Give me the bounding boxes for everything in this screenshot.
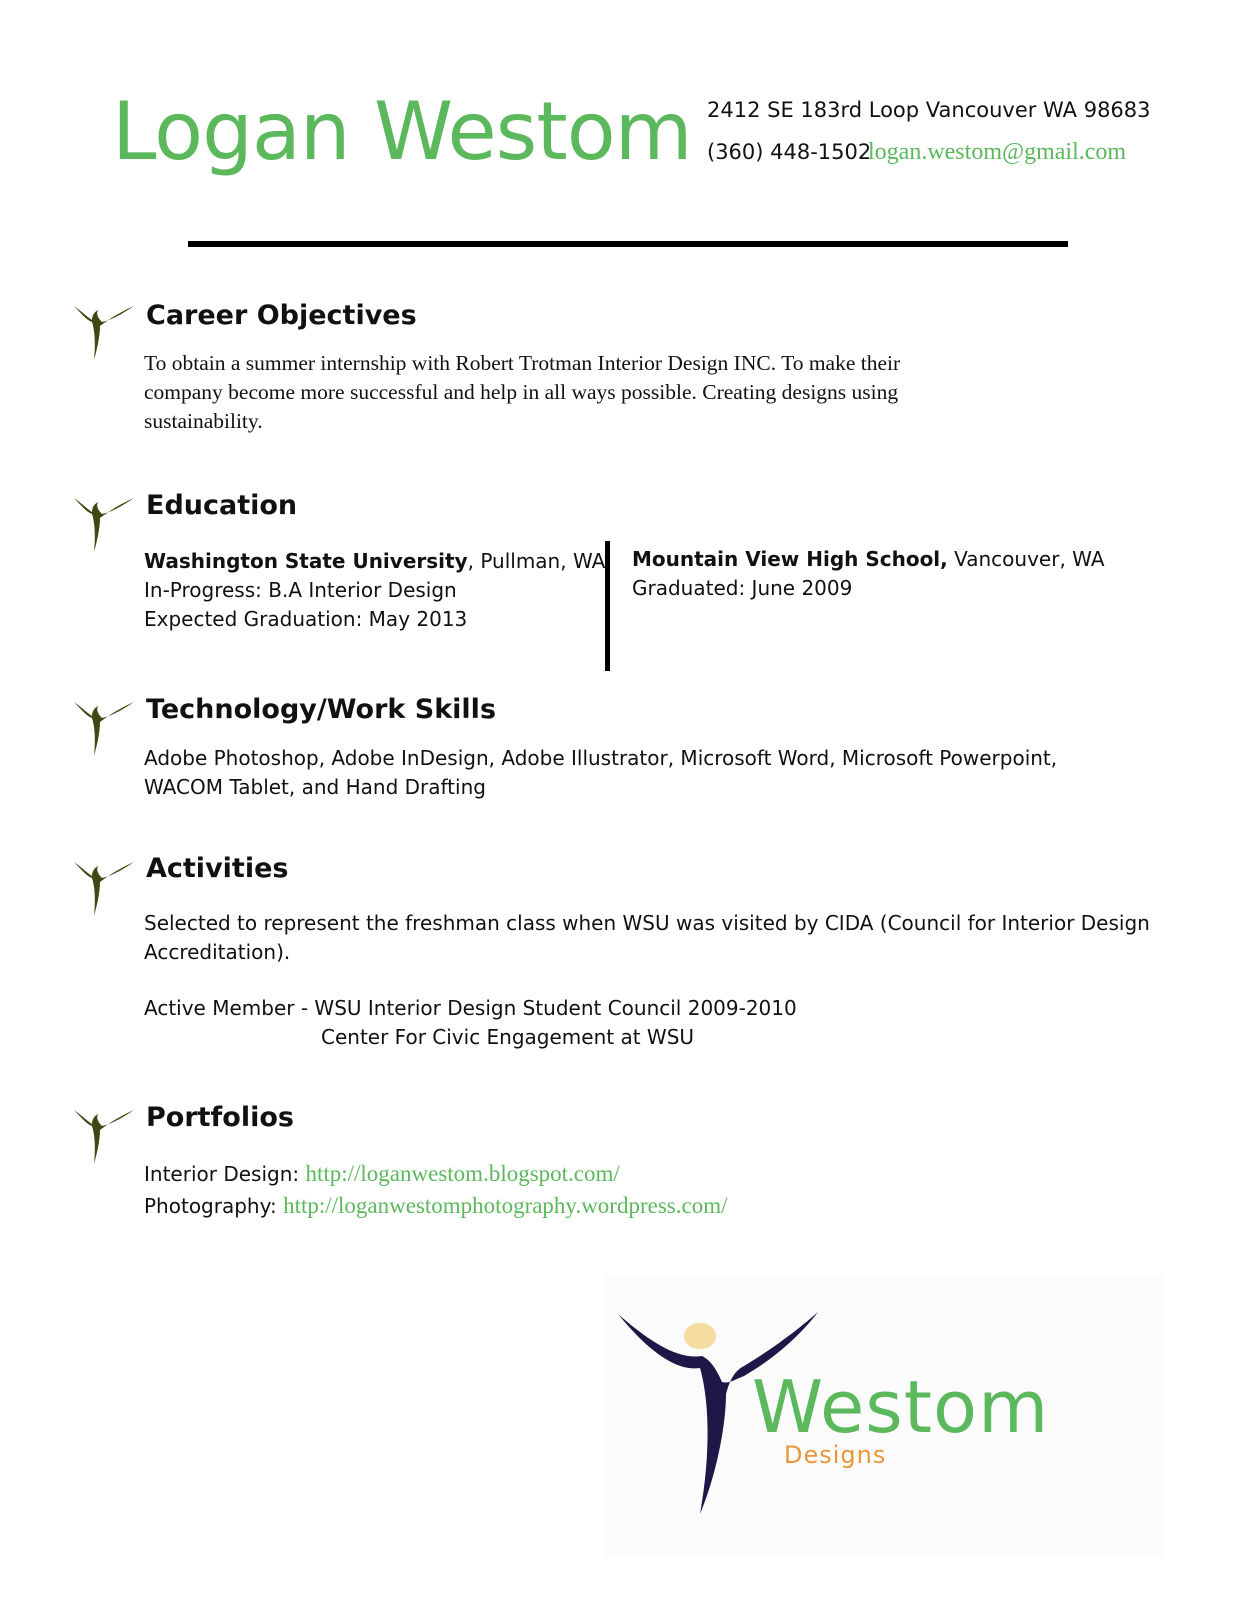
highschool-name: Mountain View High School, xyxy=(632,547,948,571)
highschool-graduated: Graduated: June 2009 xyxy=(632,576,853,600)
skills-text xyxy=(144,744,1057,802)
section-title-activities: Activities xyxy=(146,853,289,884)
section-title-career: Career Objectives xyxy=(146,300,417,331)
address: 2412 SE 183rd Loop Vancouver WA 98683 xyxy=(707,98,1151,122)
photography-link[interactable]: http://loganwestomphotography.wordpress.com/ xyxy=(283,1193,728,1218)
logo-head xyxy=(684,1323,716,1349)
westom-designs-logo xyxy=(604,1276,1164,1556)
career-line: company become more successful and help in all ways possible. Creating designs using xyxy=(144,380,899,404)
portfolio-links xyxy=(144,1158,727,1222)
activities-text xyxy=(144,909,1150,967)
member-line-2: Center For Civic Engagement at WSU xyxy=(321,1025,695,1049)
university-location: , Pullman, WA xyxy=(467,549,606,573)
graduation-line: Expected Graduation: May 2013 xyxy=(144,607,468,631)
dancer-figure-icon xyxy=(70,1104,136,1170)
dancer-figure-icon xyxy=(70,492,136,558)
email-link[interactable]: logan.westom@gmail.com xyxy=(868,139,1127,165)
career-line: To obtain a summer internship with Robert Trotman Interior Design INC. To make their xyxy=(144,351,901,375)
dancer-figure-icon xyxy=(70,696,136,762)
section-title-skills: Technology/Work Skills xyxy=(146,694,497,725)
candidate-name: Logan Westom xyxy=(112,85,692,178)
activities-line: Accreditation). xyxy=(144,940,291,964)
dancer-figure-icon xyxy=(70,300,136,366)
activities-line: Selected to represent the freshman class when WSU was visited by CIDA (Council for Interior Design xyxy=(144,911,1150,935)
header-divider xyxy=(188,241,1068,247)
highschool-location: Vancouver, WA xyxy=(947,547,1105,571)
career-objective-text xyxy=(144,349,1004,436)
logo-subtitle: Designs xyxy=(784,1441,887,1469)
education-right xyxy=(632,545,1105,603)
logo-wordmark: Westom xyxy=(752,1365,1050,1449)
member-line: Active Member - WSU Interior Design Student Council 2009-2010 xyxy=(144,996,797,1020)
interior-design-label: Interior Design: xyxy=(144,1162,306,1186)
career-line: sustainability. xyxy=(144,409,263,433)
dancer-figure-icon xyxy=(70,856,136,922)
section-title-portfolios: Portfolios xyxy=(146,1102,294,1133)
photography-label: Photography: xyxy=(144,1194,284,1218)
skills-line: Adobe Photoshop, Adobe InDesign, Adobe Illustrator, Microsoft Word, Microsoft Powerpoint, xyxy=(144,746,1058,770)
skills-line: WACOM Tablet, and Hand Drafting xyxy=(144,775,486,799)
section-title-education: Education xyxy=(146,490,298,521)
university-name: Washington State University xyxy=(144,549,468,573)
phone: (360) 448-1502 xyxy=(707,140,872,164)
education-left xyxy=(144,547,605,634)
degree-line: In-Progress: B.A Interior Design xyxy=(144,578,457,602)
interior-design-link[interactable]: http://loganwestom.blogspot.com/ xyxy=(305,1161,620,1186)
education-divider xyxy=(605,541,610,671)
